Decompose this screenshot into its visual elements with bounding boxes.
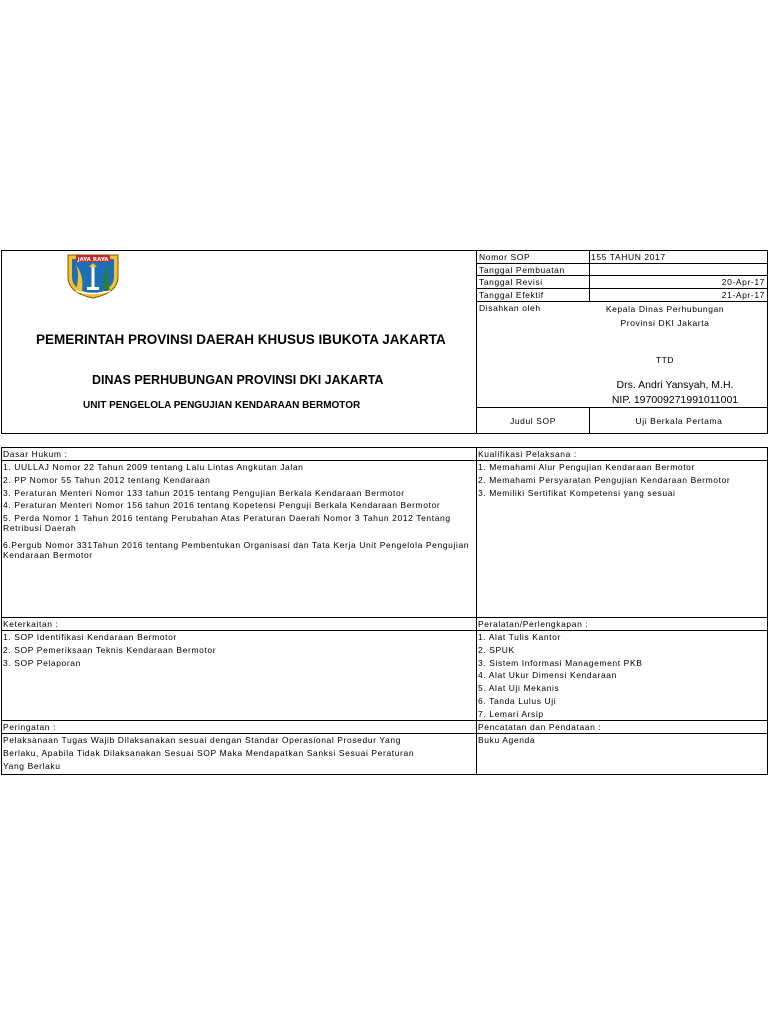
kualifikasi-item: 1. Memahami Alur Pengujian Kendaraan Bermotor	[478, 462, 695, 472]
approver-name: Drs. Andri Yansyah, M.H.	[616, 379, 734, 391]
disahkan-label: Disahkan oleh	[479, 303, 541, 313]
dasar-hukum-item: 5. Perda Nomor 1 Tahun 2016 tentang Perubahan Atas Peraturan Daerah Nomor 3 Tahun 2012 Tentang Retribusi Daerah	[3, 513, 451, 533]
peralatan-item: 2. SPUK	[478, 645, 515, 655]
org-line-3: UNIT PENGELOLA PENGUJIAN KENDARAAN BERMOTOR	[83, 400, 361, 411]
tanggal-pembuatan-label: Tanggal Pembuatan	[479, 265, 565, 275]
pencatatan-value: Buku Agenda	[478, 735, 536, 745]
keterkaitan-item: 2. SOP Pemeriksaan Teknis Kendaraan Bermotor	[3, 645, 217, 655]
dasar-hukum-item: 1. UULLAJ Nomor 22 Tahun 2009 tentang Lalu Lintas Angkutan Jalan	[3, 462, 304, 472]
peringatan-label: Peringatan :	[3, 722, 57, 732]
approver-title-1: Kepala Dinas Perhubungan	[605, 304, 725, 314]
peralatan-item: 1. Alat Tulis Kantor	[478, 632, 561, 642]
dasar-hukum-item: 6.Pergub Nomor 331Tahun 2016 tentang Pembentukan Organisasi dan Tata Kerja Unit Pengelola Pengujian Kendaraan Bermotor	[3, 540, 470, 560]
dasar-hukum-item: 3. Peraturan Menteri Nomor 133 tahun 2015 tentang Pengujian Berkala Kendaraan Bermotor	[3, 488, 405, 498]
nomor-sop-label: Nomor SOP	[479, 252, 531, 262]
tanggal-efektif-label: Tanggal Efektif	[479, 290, 544, 300]
keterkaitan-label: Keterkaitan :	[3, 619, 59, 629]
peralatan-item: 6. Tanda Lulus Uji	[478, 696, 557, 706]
peringatan-text-2: Berlaku, Apabila Tidak Dilaksanakan Sesuai SOP Maka Mendapatkan Sanksi Sesuai Peraturan	[3, 748, 415, 758]
judul-sop-label: Judul SOP	[509, 416, 557, 426]
nomor-sop-value: 155 TAHUN 2017	[591, 252, 666, 262]
approver-nip: NIP. 197009271991011001	[611, 394, 739, 406]
org-line-1: PEMERINTAH PROVINSI DAERAH KHUSUS IBUKOTA JAKARTA	[36, 332, 446, 347]
tanggal-revisi-value: 20-Apr-17	[721, 277, 765, 287]
org-line-2: DINAS PERHUBUNGAN PROVINSI DKI JAKARTA	[92, 373, 384, 387]
detail-divider	[476, 447, 477, 775]
logo-text: JAYA RAYA	[77, 257, 109, 263]
tanggal-efektif-value: 21-Apr-17	[721, 290, 765, 300]
peralatan-item: 5. Alat Uji Mekanis	[478, 683, 560, 693]
peralatan-item: 4. Alat Ukur Dimensi Kendaraan	[478, 670, 617, 680]
dasar-hukum-label: Dasar Hukum :	[3, 449, 68, 459]
peralatan-item: 3. Sistem Informasi Management PKB	[478, 658, 643, 668]
peralatan-item: 7. Lemari Arsip	[478, 709, 544, 719]
kualifikasi-item: 2. Memahami Persyaratan Pengujian Kendaraan Bermotor	[478, 475, 731, 485]
ttd-mark: TTD	[655, 355, 675, 365]
approver-title-2: Provinsi DKI Jakarta	[620, 318, 710, 328]
peringatan-text-3: Yang Berlaku	[3, 761, 61, 771]
jakarta-emblem-logo	[62, 251, 124, 299]
dasar-hukum-item: 4. Peraturan Menteri Nomor 156 tahun 2016 tentang Kopetensi Penguji Berkala Kendaraan Bermotor	[3, 500, 441, 510]
pencatatan-label: Pencatatan dan Pendataan :	[478, 722, 602, 732]
tanggal-revisi-label: Tanggal Revisi	[479, 277, 543, 287]
peralatan-label: Peralatan/Perlengkapan :	[478, 619, 589, 629]
keterkaitan-item: 3. SOP Pelaporan	[3, 658, 81, 668]
keterkaitan-item: 1. SOP Identifikasi Kendaraan Bermotor	[3, 632, 177, 642]
kualifikasi-label: Kualifikasi Pelaksana :	[478, 449, 577, 459]
kualifikasi-item: 3. Memiliki Sertifikat Kompetensi yang sesuai	[478, 488, 676, 498]
dasar-hukum-item: 2. PP Nomor 55 Tahun 2012 tentang Kendaraan	[3, 475, 211, 485]
peringatan-text-1: Pelaksanaan Tugas Wajib Dilaksanakan sesuai dengan Standar Operasional Prosedur Yang	[3, 735, 402, 745]
judul-sop-value: Uji Berkala Pertama	[635, 416, 723, 426]
